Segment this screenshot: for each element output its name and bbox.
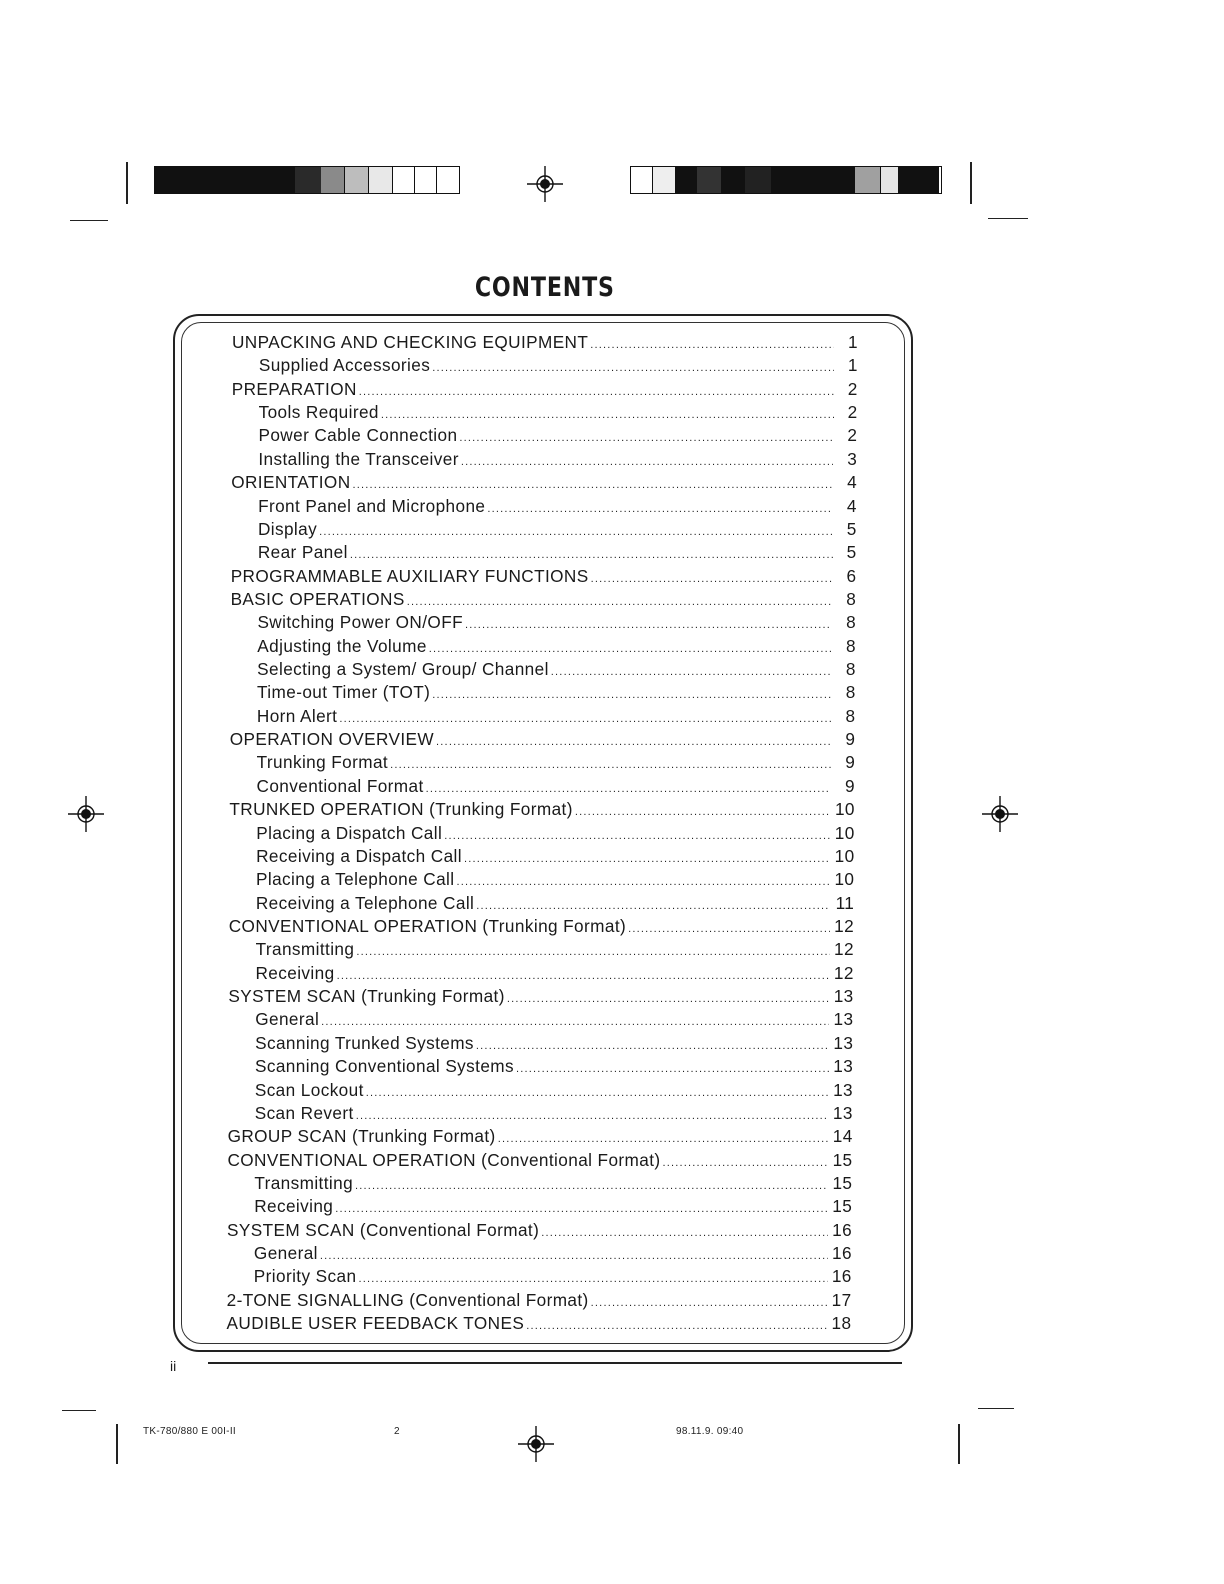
- registration-mark-icon: [66, 794, 106, 834]
- toc-entry-label: Receiving: [255, 962, 335, 983]
- page-number: ii: [170, 1358, 177, 1374]
- toc-entry-label: Trunking Format: [256, 752, 389, 773]
- toc-entry-label: Supplied Accessories: [258, 355, 431, 376]
- toc-entry-page: 9: [845, 775, 856, 796]
- toc-leader-dots: [516, 1058, 829, 1080]
- toc-entry-page: 13: [832, 1102, 853, 1123]
- toc-section-row: [232, 378, 858, 400]
- crop-mark: [116, 1424, 118, 1464]
- toc-entry-page: 2: [847, 425, 858, 446]
- toc-leader-dots: [476, 895, 830, 917]
- toc-section-row: [228, 1125, 853, 1147]
- crop-mark: [970, 162, 972, 204]
- toc-entry-label: Rear Panel: [257, 542, 348, 563]
- toc-entry-page: 16: [831, 1266, 852, 1287]
- toc-entry-label: Priority Scan: [253, 1266, 357, 1287]
- toc-leader-dots: [355, 1175, 828, 1197]
- toc-leader-dots: [444, 825, 831, 847]
- registration-mark-icon: [980, 794, 1020, 834]
- toc-entry-label: Conventional Format: [256, 775, 424, 796]
- toc-leader-dots: [319, 521, 833, 543]
- crop-mark: [978, 1408, 1014, 1409]
- crop-mark: [126, 162, 128, 204]
- toc-subsection-row: [257, 681, 856, 703]
- toc-entry-page: 10: [834, 869, 855, 890]
- toc-entry-label: BASIC OPERATIONS: [230, 588, 405, 609]
- density-bar-right: [630, 166, 942, 194]
- toc-leader-dots: [575, 801, 831, 823]
- toc-section-row: [231, 565, 857, 587]
- toc-entry-page: 5: [846, 542, 857, 563]
- toc-subsection-row: [256, 892, 854, 914]
- toc-entry-page: 11: [835, 892, 855, 913]
- toc-leader-dots: [353, 474, 834, 496]
- toc-leader-dots: [461, 451, 833, 473]
- toc-entry-page: 8: [845, 659, 856, 680]
- toc-subsection-row: [256, 845, 854, 867]
- toc-subsection-row: [259, 401, 858, 423]
- toc-leader-dots: [429, 638, 832, 660]
- toc-section-row: [229, 798, 854, 820]
- toc-section-row: [228, 985, 853, 1007]
- toc-subsection-row: [258, 518, 857, 540]
- toc-leader-dots: [432, 357, 834, 379]
- toc-subsection-row: [255, 1055, 853, 1077]
- toc-entry-label: ORIENTATION: [231, 472, 351, 493]
- toc-subsection-row: [256, 938, 854, 960]
- toc-leader-dots: [359, 381, 834, 403]
- toc-entry-label: Receiving: [254, 1196, 334, 1217]
- toc-leader-dots: [320, 1245, 828, 1267]
- toc-entry-page: 8: [845, 705, 856, 726]
- toc-leader-dots: [339, 708, 831, 730]
- toc-entry-label: 2-TONE SIGNALLING (Conventional Format): [226, 1289, 589, 1310]
- toc-entry-page: 15: [832, 1172, 853, 1193]
- toc-leader-dots: [321, 1011, 829, 1033]
- toc-section-row: [231, 588, 857, 610]
- toc-subsection-row: [255, 1102, 853, 1124]
- bottom-rule: [208, 1362, 902, 1364]
- toc-leader-dots: [476, 1035, 829, 1057]
- toc-leader-dots: [551, 661, 832, 683]
- crop-mark: [988, 218, 1028, 219]
- toc-leader-dots: [350, 544, 833, 566]
- toc-entry-label: OPERATION OVERVIEW: [229, 729, 435, 750]
- toc-entry-label: Time-out Timer (TOT): [257, 682, 431, 703]
- toc-entry-page: 2: [847, 378, 858, 399]
- toc-entry-label: Scan Lockout: [254, 1079, 364, 1100]
- toc-entry-label: Display: [257, 518, 318, 539]
- toc-leader-dots: [356, 941, 830, 963]
- toc-leader-dots: [335, 1198, 828, 1220]
- toc-leader-dots: [541, 1222, 828, 1244]
- toc-subsection-row: [256, 868, 854, 890]
- toc-entry-page: 8: [845, 635, 856, 656]
- toc-leader-dots: [464, 848, 831, 870]
- toc-leader-dots: [356, 1105, 829, 1127]
- toc-entry-page: 13: [833, 1079, 853, 1100]
- toc-entry-label: CONVENTIONAL OPERATION (Conventional Format): [227, 1149, 661, 1170]
- toc-entry-page: 16: [831, 1243, 852, 1264]
- crop-mark: [70, 220, 108, 221]
- density-bar-left: [154, 166, 460, 194]
- page-title: CONTENTS: [474, 272, 615, 303]
- toc-entry-page: 15: [832, 1149, 853, 1170]
- toc-leader-dots: [465, 614, 832, 636]
- toc-entry-label: General: [255, 1009, 320, 1030]
- toc-subsection-row: [258, 495, 857, 517]
- toc-subsection-row: [257, 611, 856, 633]
- toc-subsection-row: [254, 1195, 852, 1217]
- footer-doc-code: TK-780/880 E 00I-II: [143, 1426, 236, 1437]
- toc-subsection-row: [255, 1008, 853, 1030]
- toc-entry-page: 13: [833, 1009, 854, 1030]
- toc-section-row: [227, 1312, 852, 1334]
- toc-leader-dots: [358, 1268, 827, 1290]
- toc-entry-page: 18: [831, 1313, 852, 1334]
- toc-subsection-row: [257, 751, 856, 773]
- toc-entry-page: 9: [845, 752, 856, 773]
- toc-entry-label: PROGRAMMABLE AUXILIARY FUNCTIONS: [230, 565, 589, 586]
- toc-entry-label: GROUP SCAN (Trunking Format): [227, 1126, 496, 1147]
- toc-leader-dots: [526, 1315, 827, 1337]
- toc-entry-label: Placing a Dispatch Call: [256, 822, 443, 843]
- toc-entry-page: 15: [832, 1196, 853, 1217]
- toc-subsection-row: [258, 448, 857, 470]
- toc-entry-page: 5: [846, 518, 857, 539]
- toc-section-row: [229, 915, 854, 937]
- toc-entry-page: 12: [834, 916, 855, 936]
- toc-leader-dots: [407, 591, 833, 613]
- toc-entry-page: 13: [833, 986, 854, 1007]
- toc-subsection-row: [257, 635, 856, 657]
- toc-entry-page: 3: [847, 448, 858, 469]
- toc-section-row: [227, 1219, 852, 1241]
- toc-leader-dots: [456, 871, 830, 893]
- toc-subsection-row: [254, 1242, 852, 1264]
- toc-subsection-row: [254, 1172, 852, 1194]
- toc-subsection-row: [255, 1079, 853, 1101]
- toc-entry-page: 1: [847, 355, 858, 376]
- toc-entry-label: Adjusting the Volume: [257, 635, 427, 656]
- toc-entry-label: Installing the Transceiver: [258, 448, 459, 469]
- toc-entry-page: 12: [833, 962, 854, 983]
- toc-leader-dots: [390, 754, 831, 776]
- toc-subsection-row: [255, 1032, 853, 1054]
- toc-subsection-row: [255, 962, 853, 984]
- toc-entry-label: Scanning Conventional Systems: [254, 1056, 515, 1077]
- toc-leader-dots: [337, 965, 830, 987]
- toc-section-row: [227, 1289, 852, 1311]
- registration-mark-icon: [525, 164, 565, 204]
- crop-mark: [958, 1424, 960, 1464]
- toc-entry-label: Power Cable Connection: [258, 425, 458, 446]
- toc-entry-page: 8: [846, 612, 857, 633]
- toc-entry-label: Scanning Trunked Systems: [255, 1032, 474, 1053]
- toc-entry-page: 1: [848, 332, 858, 352]
- toc-entry-label: Selecting a System/ Group/ Channel: [257, 659, 549, 680]
- toc-leader-dots: [487, 498, 833, 520]
- toc-entry-label: CONVENTIONAL OPERATION (Trunking Format): [228, 916, 627, 936]
- toc-leader-dots: [591, 1292, 828, 1314]
- crop-mark: [62, 1410, 96, 1411]
- registration-mark-icon: [516, 1424, 556, 1464]
- toc-entry-label: Placing a Telephone Call: [256, 869, 455, 890]
- toc-leader-dots: [591, 568, 833, 590]
- toc-entry-page: 14: [832, 1126, 853, 1147]
- toc-entry-label: Horn Alert: [256, 705, 338, 726]
- toc-entry-page: 17: [831, 1289, 852, 1310]
- toc-subsection-row: [257, 658, 856, 680]
- toc-entry-page: 10: [834, 799, 855, 820]
- toc-entry-page: 9: [845, 729, 856, 750]
- toc-entry-label: AUDIBLE USER FEEDBACK TONES: [226, 1313, 525, 1334]
- toc-entry-page: 6: [846, 565, 857, 586]
- toc-entry-label: Transmitting: [255, 939, 355, 960]
- toc-subsection-row: [254, 1265, 852, 1287]
- toc-subsection-row: [256, 822, 854, 844]
- toc-section-row: [230, 728, 856, 750]
- toc-subsection-row: [258, 541, 857, 563]
- toc-entry-page: 8: [845, 682, 856, 703]
- toc-leader-dots: [628, 918, 830, 940]
- toc-section-row: [227, 1149, 852, 1171]
- toc-entry-page: 4: [847, 472, 858, 493]
- toc-subsection-row: [257, 705, 856, 727]
- toc-entry-label: SYSTEM SCAN (Conventional Format): [227, 1219, 540, 1240]
- toc-leader-dots: [507, 988, 830, 1010]
- toc-entry-label: UNPACKING AND CHECKING EQUIPMENT: [232, 332, 589, 352]
- toc-entry-label: Receiving a Dispatch Call: [256, 845, 462, 866]
- toc-entry-label: Scan Revert: [254, 1102, 354, 1123]
- toc-entry-label: Switching Power ON/OFF: [257, 612, 463, 633]
- toc-entry-page: 8: [846, 588, 857, 609]
- toc-subsection-row: [258, 424, 857, 446]
- toc-entry-page: 16: [832, 1219, 853, 1240]
- toc-entry-label: Transmitting: [254, 1172, 354, 1193]
- toc-leader-dots: [436, 731, 831, 753]
- toc-subsection-row: [259, 354, 858, 376]
- toc-leader-dots: [426, 778, 831, 800]
- toc-subsection-row: [257, 775, 856, 797]
- toc-leader-dots: [366, 1082, 829, 1104]
- footer-timestamp: 98.11.9. 09:40: [676, 1426, 744, 1437]
- toc-entry-label: Front Panel and Microphone: [258, 495, 486, 516]
- toc-entry-page: 12: [834, 939, 854, 960]
- toc-entry-label: SYSTEM SCAN (Trunking Format): [228, 986, 505, 1007]
- toc-entry-page: 10: [834, 822, 855, 843]
- toc-entry-page: 13: [833, 1032, 854, 1053]
- toc-section-row: [232, 331, 858, 353]
- toc-entry-label: TRUNKED OPERATION (Trunking Format): [229, 799, 573, 820]
- toc-entry-label: Receiving a Telephone Call: [255, 892, 475, 913]
- toc-entry-page: 4: [846, 495, 857, 516]
- toc-leader-dots: [590, 334, 834, 356]
- toc-entry-page: 2: [847, 402, 858, 423]
- toc-leader-dots: [381, 404, 834, 426]
- toc-entry-label: PREPARATION: [231, 378, 357, 399]
- footer-sheet: 2: [394, 1426, 400, 1437]
- toc-entry-page: 10: [834, 845, 855, 866]
- toc-entry-label: General: [253, 1243, 318, 1264]
- toc-leader-dots: [663, 1152, 829, 1174]
- toc-entry-page: 13: [833, 1056, 854, 1077]
- toc-leader-dots: [498, 1128, 829, 1150]
- toc-leader-dots: [432, 684, 831, 706]
- toc-entry-label: Tools Required: [258, 402, 379, 423]
- toc-section-row: [231, 471, 857, 493]
- toc-leader-dots: [459, 427, 833, 449]
